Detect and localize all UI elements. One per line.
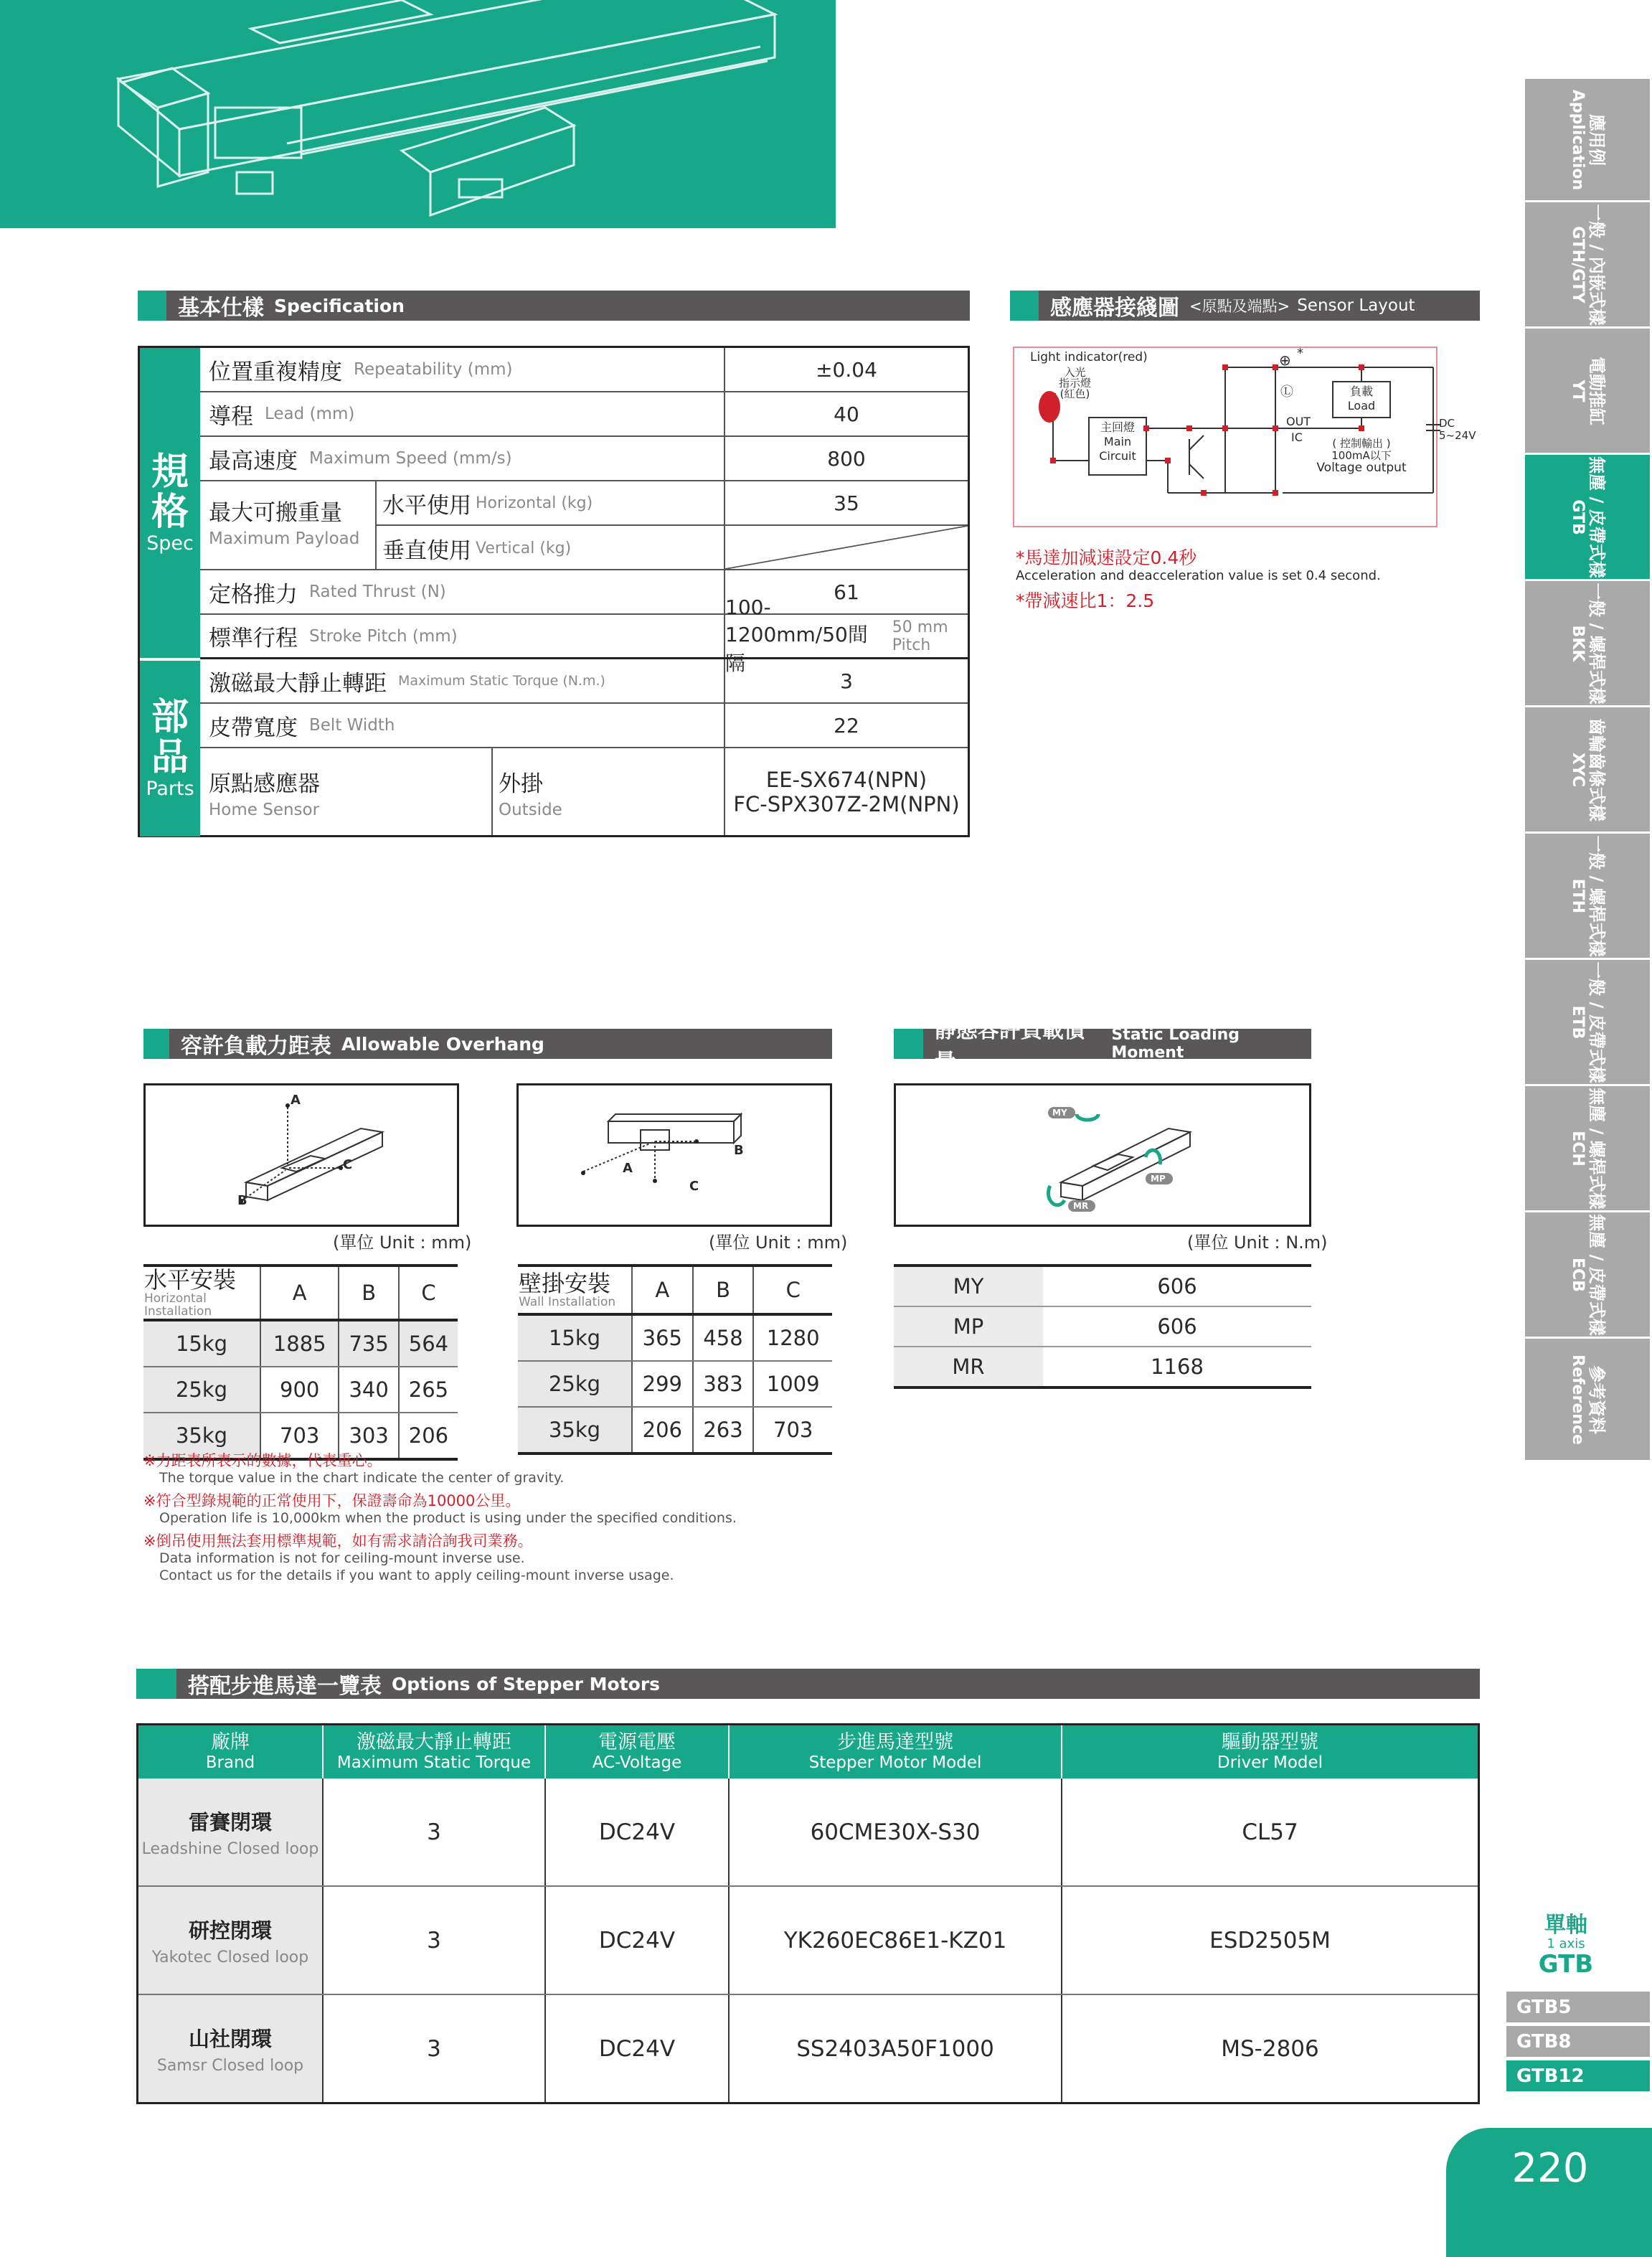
table-row: 25kg 299 383 1009 bbox=[518, 1361, 832, 1407]
spec-row-max-speed: 最高速度 Maximum Speed (mm/s) 800 bbox=[200, 437, 968, 481]
plus-terminal-icon: ⊕ bbox=[1279, 352, 1291, 369]
moment-rail-drawing bbox=[896, 1085, 1309, 1225]
label-c: C bbox=[343, 1157, 353, 1172]
star-mark: * bbox=[1297, 346, 1303, 361]
sidebar-item-eth[interactable]: 一般 / 螺桿式樣 ETH bbox=[1525, 834, 1650, 960]
table-row: 研控閉環 Yakotec Closed loop 3 DC24V YK260EC86E1-KZ01 ESD2505M bbox=[138, 1886, 1479, 1994]
sidebar-item-xyc[interactable]: 齒輪齒條式樣 XYC bbox=[1525, 707, 1650, 834]
indicator-label: Light indicator(red) bbox=[1030, 350, 1148, 364]
sidebar-item-application[interactable]: 應用例 Application bbox=[1525, 79, 1650, 202]
axis-label: 單軸 1 axis GTB bbox=[1538, 1913, 1594, 1979]
spec-row-lead: 導程 Lead (mm) 40 bbox=[200, 392, 968, 437]
spec-row-payload: 最大可搬重量 Maximum Payload 水平使用 Horizontal (kg) 垂直使用 Vertical (kg) 35 bbox=[200, 481, 968, 570]
sensor-notes: *馬達加減速設定0.4秒 Acceleration and deacceleration value is set 0.4 second. *帶減速比1：2.5 bbox=[1016, 547, 1381, 611]
table-row: MY 606 bbox=[894, 1266, 1311, 1306]
control-output-label: ( 控制輸出 ) 100mA以下 Voltage output bbox=[1316, 437, 1407, 475]
moment-section-header bbox=[894, 1018, 1311, 1075]
label-b: B bbox=[734, 1143, 744, 1158]
motor-section-title: 搭配步進馬達一覽表 bbox=[188, 1674, 382, 1699]
my-tag: MY bbox=[1052, 1108, 1067, 1118]
spec-row-home-sensor: 原點感應器 Home Sensor 外掛 Outside EE-SX674(NPN) FC-SPX307Z-2M(NPN) bbox=[200, 748, 968, 835]
spec-row-stroke: 標準行程 Stroke Pitch (mm) 100-1200mm/50間隔 50 mm Pitch bbox=[200, 615, 968, 659]
table-row: 15kg 1885 735 564 bbox=[143, 1320, 458, 1367]
moment-section-subtitle: Static Loading Moment bbox=[1111, 1026, 1240, 1062]
sidebar-item-reference[interactable]: 參考資料 Reference bbox=[1525, 1339, 1650, 1462]
motor-section-subtitle: Options of Stepper Motors bbox=[392, 1673, 661, 1695]
model-tab-gtb12[interactable]: GTB12 bbox=[1506, 2060, 1650, 2093]
spec-section-title: 基本仕樣 bbox=[178, 296, 264, 321]
table-row: MR 1168 bbox=[894, 1347, 1311, 1387]
sidebar-item-gth-gty[interactable]: 一般 / 內嵌式樣 GTH/GTY bbox=[1525, 202, 1650, 329]
sensor-wiring-diagram bbox=[1010, 346, 1476, 534]
table-row: 25kg 900 340 265 bbox=[143, 1367, 458, 1413]
horizontal-overhang-figure bbox=[143, 1083, 459, 1227]
mr-tag: MR bbox=[1073, 1201, 1089, 1211]
moment-section-title: 靜態容許負載慣量 bbox=[934, 1018, 1085, 1075]
header-banner bbox=[0, 0, 836, 228]
mp-tag: MP bbox=[1151, 1174, 1166, 1184]
table-row: 15kg 365 458 1280 bbox=[518, 1314, 832, 1361]
sidebar-item-ecb[interactable]: 無塵 / 皮帶式樣 ECB bbox=[1525, 1212, 1650, 1339]
out-label: OUT bbox=[1286, 415, 1311, 428]
table-row: 山社閉環 Samsr Closed loop 3 DC24V SS2403A50F1000 MS-2806 bbox=[138, 1994, 1479, 2103]
parts-group-label: 部品 Parts bbox=[140, 659, 200, 837]
dc-label: DC 5~24V bbox=[1439, 417, 1476, 442]
sensor-section-title: 感應器接綫圖 bbox=[1050, 296, 1179, 321]
sidebar-item-bkk[interactable]: 一般 / 螺桿式樣 BKK bbox=[1525, 581, 1650, 707]
table-row: 35kg 703 303 206 bbox=[143, 1413, 458, 1459]
indicator-zh-label: 入光 指示燈 (紅色) bbox=[1059, 366, 1092, 400]
spec-section-subtitle: Specification bbox=[274, 295, 405, 316]
payload-vertical-value bbox=[724, 526, 968, 569]
load-label: 負載 Load bbox=[1347, 385, 1376, 413]
label-b: B bbox=[237, 1193, 247, 1208]
spec-row-repeatability: 位置重複精度 Repeatability (mm) ±0.04 bbox=[200, 348, 968, 392]
footnotes: ※力距表所表示的數據，代表重心。 The torque value in the chart indicate the center of gravity. ※符合型錄規範的正常使用下，保證壽命為10000公里。 Operation life is 10,000km when the product is using under the specified conditions. ※倒吊使用無法套用標準規範，如有需求請洽詢我司業務。 Data information is not for ceiling-mount inverse use. Contact us for the details if you want to apply ceiling-mount inverse usage. bbox=[143, 1452, 737, 1583]
stepper-motor-table: 廠牌 Brand 激磁最大靜止轉距 Maximum Static Torque 電源電壓 AC-Voltage 步進馬達型號 Stepper Motor Model 驅動器型號 Driver Model 雷賽閉環 Leadshine Closed loop 3 DC24V 60CME30X-S30 CL57 研控閉環 Yakotec Closed loop 3 DC24V YK260EC86E1-KZ01 ESD2505M 山社閉環 Samsr Closed loop 3 DC24V SS2403A50F1000 MS-2806 bbox=[136, 1723, 1480, 2104]
model-tab-gtb8[interactable]: GTB8 bbox=[1506, 2026, 1650, 2059]
unit-label-wall: (單位 Unit : mm) bbox=[709, 1233, 848, 1253]
table-row: MP 606 bbox=[894, 1306, 1311, 1347]
spec-table bbox=[138, 346, 970, 837]
overhang-section-title: 容許負載力距表 bbox=[181, 1034, 331, 1059]
table-row: 35kg 206 263 703 bbox=[518, 1407, 832, 1453]
label-c: C bbox=[689, 1179, 699, 1194]
motor-section-header bbox=[136, 1669, 1480, 1699]
model-tab-gtb5[interactable]: GTB5 bbox=[1506, 1992, 1650, 2025]
main-circuit-label: 主回燈 Main Circuit bbox=[1099, 420, 1136, 463]
sensor-section-header: 感應器接綫圖 <原點及端點> Sensor Layout bbox=[1010, 291, 1480, 321]
actuator-illustration bbox=[0, 0, 836, 228]
spec-section-header bbox=[138, 291, 970, 321]
overhang-section-subtitle: Allowable Overhang bbox=[341, 1033, 544, 1055]
spec-row-static-torque: 激磁最大靜止轉距 Maximum Static Torque (N.m.) 3 bbox=[200, 659, 968, 704]
moment-table bbox=[894, 1264, 1311, 1389]
page-number: 220 bbox=[1446, 2128, 1652, 2257]
label-a: A bbox=[623, 1161, 633, 1176]
spec-group-label: 規格 Spec bbox=[140, 348, 200, 658]
spec-row-belt-width: 皮帶寬度 Belt Width 22 bbox=[200, 704, 968, 748]
ic-label: IC bbox=[1291, 430, 1303, 444]
payload-horizontal-value: 35 bbox=[724, 481, 968, 526]
sidebar-item-etb[interactable]: 一般 / 皮帶式樣 ETB bbox=[1525, 960, 1650, 1086]
wall-overhang-table: 壁掛安裝 Wall Installation A B C 15kg 365 458 1280 25kg 299 383 1009 35kg 206 263 703 bbox=[518, 1264, 832, 1455]
unit-label-horizontal: (單位 Unit : mm) bbox=[333, 1233, 472, 1253]
l-terminal-icon: Ⓛ bbox=[1280, 385, 1293, 400]
spec-row-rated-thrust: 定格推力 Rated Thrust (N) 61 bbox=[200, 570, 968, 615]
wall-overhang-figure bbox=[516, 1083, 832, 1227]
unit-label-moment: (單位 Unit : N.m) bbox=[1187, 1233, 1328, 1253]
label-a: A bbox=[291, 1093, 301, 1108]
moment-figure bbox=[894, 1083, 1311, 1227]
overhang-section-header bbox=[143, 1029, 832, 1059]
table-row: 雷賽閉環 Leadshine Closed loop 3 DC24V 60CME30X-S30 CL57 bbox=[138, 1778, 1479, 1886]
sidebar-item-ech[interactable]: 無塵 / 螺桿式樣 ECH bbox=[1525, 1086, 1650, 1212]
wall-rail-drawing bbox=[519, 1085, 830, 1225]
horizontal-rail-drawing bbox=[146, 1085, 457, 1225]
sidebar-item-gtb[interactable]: 無塵 / 皮帶式樣 GTB bbox=[1525, 455, 1650, 581]
sidebar-item-yt[interactable]: 電動推缸 YT bbox=[1525, 329, 1650, 455]
horizontal-overhang-table: 水平安裝 Horizontal Installation A B C 15kg 1885 735 564 25kg 900 340 265 35kg 703 303 206 bbox=[143, 1264, 458, 1461]
